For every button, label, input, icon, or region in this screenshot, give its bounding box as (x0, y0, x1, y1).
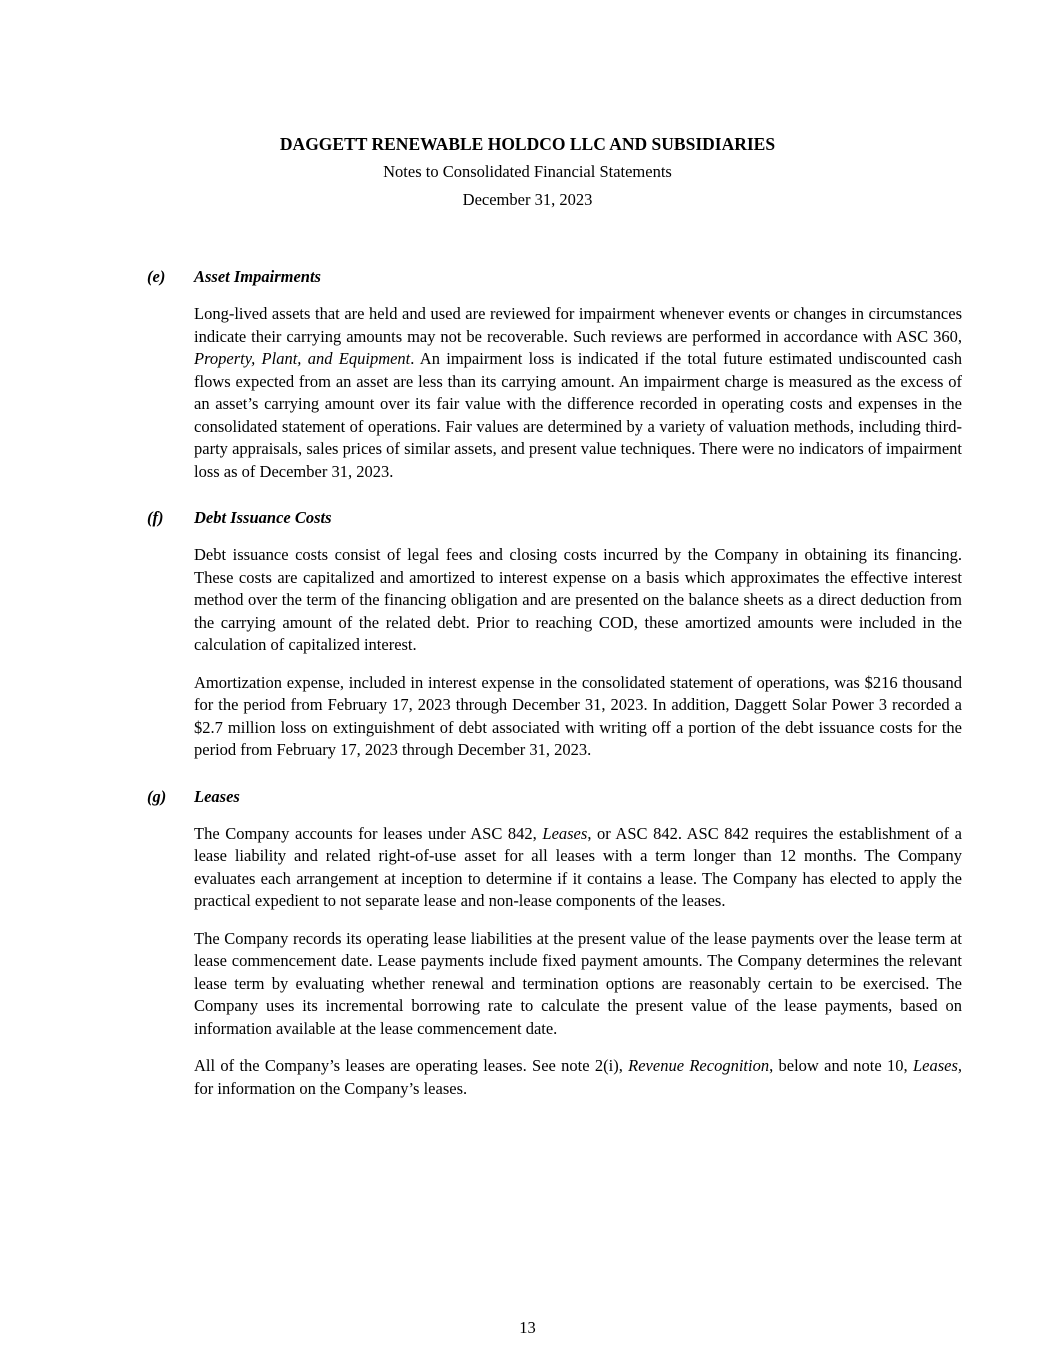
section-title: Debt Issuance Costs (194, 508, 332, 527)
text-run: All of the Company’s leases are operating leases. See note 2(i), (194, 1056, 629, 1075)
text-run: , or ASC 842. ASC 842 requires the establishment of a lease liability and related right-of-use asset for all leases with a term longer than 12 months. The Company evaluates each arrangement at inception to determine if it contains a lease. The Company has elected to apply the practical expedient to not separate lease and non-lease components of the leases. (194, 823, 962, 910)
paragraph (194, 1055, 962, 1100)
text-run: Property, Plant, and Equipment (194, 349, 411, 368)
text-run: Debt issuance costs consist of legal fees and closing costs incurred by the Company in obtaining its financing. These costs are capitalized and amortized to interest expense on a basis which approximates the effective interest method over the term of the financing obligation and are presented on the balance sheets as a direct deduction from the carrying amount of the related debt. Prior to reaching COD, these amortized amounts were included in the calculation of capitalized interest. (194, 545, 962, 654)
section-label: (e) (147, 267, 166, 286)
section-title: Leases (194, 786, 240, 806)
text-run: The Company records its operating lease liabilities at the present value of the lease payments over the lease term at lease commencement date. Lease payments include fixed payment amounts. The Company determines the relevant lease term by evaluating whether renewal and termination options are reasonably certain to be exercised. The Company uses its incremental borrowing rate to calculate the present value of the lease payments, based on information available at the lease commencement date. (194, 928, 962, 1038)
page-number: 13 (519, 1318, 536, 1337)
document-header (0, 130, 1055, 214)
section-debt-issuance-costs (147, 507, 962, 762)
document-date: December 31, 2023 (462, 190, 593, 209)
text-run: Leases, (912, 1056, 962, 1075)
section-label: (g) (147, 786, 167, 806)
paragraph (194, 672, 962, 762)
text-run: Revenue Recognition (628, 1056, 770, 1075)
document-body (0, 266, 1055, 1100)
document-subtitle: Notes to Consolidated Financial Statements (383, 162, 672, 181)
paragraph (194, 928, 962, 1041)
text-run: Amortization expense, included in interest expense in the consolidated statement of operations, was $216 thousand for the period from February 17, 2023 through December 31, 2023. In addition, Daggett Solar Power 3 recorded a $2.7 million loss on extinguishment of debt associated with writing off a portion of the debt issuance costs for the period from February 17, 2023 through December 31, 2023. (194, 672, 962, 759)
section-heading (147, 266, 962, 288)
text-run: for information on the Company’s leases. (194, 1078, 468, 1098)
text-run: , below and note 10, (769, 1056, 913, 1075)
text-run: . An impairment loss is indicated if the total future estimated undiscounted cash flows expected from an asset are less than its carrying amount. An impairment charge is measured as the excess of an asset’s carrying amount over its fair value with the difference recorded in operating costs and expenses in the consolidated statement of operations. Fair values are determined by a variety of valuation methods, including third-party appraisals, sales prices of similar assets, and present value techniques. There were no indicators of impairment loss as of December 31, 2023. (194, 349, 962, 481)
paragraph (194, 544, 962, 657)
text-run: Long-lived assets that are held and used are reviewed for impairment whenever events or changes in circumstances indicate their carrying amounts may not be recoverable. Such reviews are performed in accordance with ASC 360, (194, 304, 962, 346)
section-title: Asset Impairments (194, 267, 321, 286)
text-run: Leases (542, 823, 588, 843)
section-asset-impairments (147, 266, 962, 483)
company-name: DAGGETT RENEWABLE HOLDCO LLC AND SUBSIDIARIES (279, 134, 776, 154)
section-leases (147, 786, 962, 1101)
paragraph (194, 303, 962, 483)
section-heading (147, 507, 962, 529)
section-label: (f) (147, 508, 164, 527)
text-run: The Company accounts for leases under ASC 842, (194, 823, 543, 843)
paragraph (194, 823, 962, 913)
section-heading (147, 786, 962, 808)
